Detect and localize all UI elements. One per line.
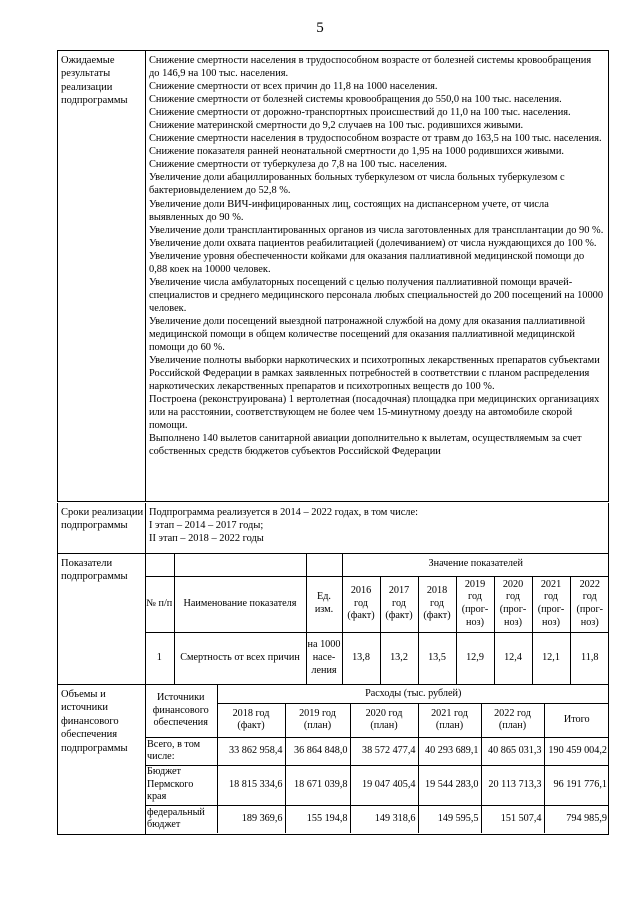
result-line: Снижение смертности от туберкулеза до 7,8 на 100 тыс. населения.	[149, 159, 448, 171]
source-name: Бюджет Пермского края	[145, 765, 217, 805]
amount: 33 862 958,4	[217, 737, 285, 765]
result-line: Увеличение доли посещений выездной патронажной службой на дому для оказания паллиативной медицинской помощи в общем количестве посещений для оказания паллиативной медицинской помощи до 60 %.	[149, 315, 586, 354]
result-line: Снижение смертности от всех причин до 11,8 на 1000 населения.	[149, 81, 438, 93]
amount-total: 794 985,9	[544, 805, 609, 833]
col-name-header: Наименование показателя	[174, 576, 306, 632]
amount: 155 194,8	[285, 805, 350, 833]
result-line: Снижение показателя ранней неонатальной смертности до 1,95 на 1000 родившихся живыми.	[149, 146, 565, 158]
amount: 151 507,4	[481, 805, 544, 833]
row-value: 13,5	[418, 632, 456, 684]
table-row	[145, 632, 609, 684]
row-num: 1	[145, 632, 174, 684]
year-header: 2018 год (факт)	[418, 576, 456, 632]
finance-table	[145, 685, 609, 833]
row-unit: на 1000 насе-ления	[306, 632, 342, 684]
expected-results-label: Ожидаемые результаты реализации подпрограммы	[58, 51, 146, 501]
table-row	[145, 805, 609, 833]
result-line: Выполнено 140 вылетов санитарной авиации дополнительно к вылетам, осуществляемым за счет собственных средств бюджетов субъектов Российской Федерации	[149, 433, 582, 458]
expected-results-content	[146, 51, 608, 501]
year-header: 2021 год (прог-ноз)	[532, 576, 570, 632]
amount: 149 318,6	[350, 805, 418, 833]
year-header: 2017 год (факт)	[380, 576, 418, 632]
row-name: Смертность от всех причин	[174, 632, 306, 684]
year-header: 2019 год (прог-ноз)	[456, 576, 494, 632]
result-line: Увеличение уровня обеспеченности койками для оказания паллиативной медицинской помощи до 0,88 коек на 10000 человек.	[149, 250, 585, 275]
source-name: федеральный бюджет	[145, 805, 217, 833]
year-header: 2018 год (факт)	[217, 703, 285, 737]
amount: 19 544 283,0	[418, 765, 481, 805]
year-header: 2020 год (прог-ноз)	[494, 576, 532, 632]
terms-line: II этап – 2018 – 2022 годы	[149, 533, 264, 545]
result-line: Снижение смертности от дорожно-транспортных происшествий до 11,0 на 100 тыс. населения.	[149, 107, 571, 119]
terms-line: I этап – 2014 – 2017 годы;	[149, 520, 264, 532]
source-header: Источники финансового обеспечения	[145, 685, 217, 737]
amount: 19 047 405,4	[350, 765, 418, 805]
expected-results-section	[57, 50, 609, 502]
amount: 18 815 334,6	[217, 765, 285, 805]
result-line: Снижение смертности населения в трудоспособном возрасте от болезней системы кровообращения до 146,9 на 100 тыс. населения.	[149, 55, 592, 80]
row-value: 12,9	[456, 632, 494, 684]
amount: 36 864 848,0	[285, 737, 350, 765]
amount: 38 572 477,4	[350, 737, 418, 765]
result-line: Увеличение доли абациллированных больных туберкулезом от числа больных туберкулезом с бактериовыделением до 52,8 %.	[149, 172, 565, 197]
row-value: 11,8	[570, 632, 609, 684]
terms-line: Подпрограмма реализуется в 2014 – 2022 годах, в том числе:	[149, 507, 418, 518]
terms-section	[57, 503, 609, 554]
row-value: 12,1	[532, 632, 570, 684]
terms-label: Сроки реализации подпрограммы	[58, 503, 146, 553]
amount: 40 865 031,3	[481, 737, 544, 765]
col-unit-header: Ед. изм.	[306, 576, 342, 632]
table-row	[145, 765, 609, 805]
row-value: 12,4	[494, 632, 532, 684]
table-row	[145, 737, 609, 765]
result-line: Снижение материнской смертности до 9,2 случаев на 100 тыс. родившихся живыми.	[149, 120, 524, 132]
result-line: Снижение смертности от болезней системы кровообращения до 550,0 на 100 тыс. населения.	[149, 94, 562, 106]
source-name: Всего, в том числе:	[145, 737, 217, 765]
amount: 18 671 039,8	[285, 765, 350, 805]
indicators-label: Показатели подпрограммы	[58, 554, 146, 684]
year-header: 2021 год (план)	[418, 703, 481, 737]
result-line: Увеличение числа амбулаторных посещений с целью получения паллиативной помощи врачей-специалистов и среднего медицинского персонала любых специальностей до 200 посещений на 10000 человек.	[149, 276, 604, 314]
year-header: 2020 год (план)	[350, 703, 418, 737]
amount: 40 293 689,1	[418, 737, 481, 765]
indicators-table	[145, 554, 609, 684]
result-line: Снижение смертности населения в трудоспособном возрасте от травм до 163,5 на 100 тыс. населения.	[149, 133, 602, 145]
year-header: 2019 год (план)	[285, 703, 350, 737]
year-header: 2016 год (факт)	[342, 576, 380, 632]
result-line: Увеличение доли трансплантированных органов из числа заготовленных для трансплантации до 90 %.	[149, 224, 604, 236]
row-value: 13,2	[380, 632, 418, 684]
amount: 20 113 713,3	[481, 765, 544, 805]
expenses-header: Расходы (тыс. рублей)	[217, 685, 609, 703]
col-num-header: № п/п	[145, 576, 174, 632]
result-line: Построена (реконструирована) 1 вертолетная (посадочная) площадка при медицинских организациях или на расстоянии, соответствующем не более чем 15-минутному доезду на автомобиле скорой помощи.	[149, 394, 600, 432]
result-line: Увеличение доли ВИЧ-инфицированных лиц, состоящих на диспансерном учете, от числа выявленных до 90 %.	[149, 198, 549, 223]
amount: 189 369,6	[217, 805, 285, 833]
row-value: 13,8	[342, 632, 380, 684]
year-header: 2022 год (прог-ноз)	[570, 576, 609, 632]
terms-content	[146, 503, 608, 553]
result-line: Увеличение доли охвата пациентов реабилитацией (долечиванием) от числа нуждающихся до 100 %.	[149, 237, 597, 249]
result-line: Увеличение полноты выборки наркотических и психотропных лекарственных препаратов субъектами Российской Федерации в рамках заявленных потребностей в соответствии с планом распределения наркотических лекарственных препаратов и психотропных веществ до 100 %.	[149, 355, 600, 393]
total-header: Итого	[544, 703, 609, 737]
indicator-values-header: Значение показателей	[342, 554, 609, 576]
amount: 149 595,5	[418, 805, 481, 833]
year-header: 2022 год (план)	[481, 703, 544, 737]
amount-total: 190 459 004,2	[544, 737, 609, 765]
amount-total: 96 191 776,1	[544, 765, 609, 805]
finance-label: Объемы и источники финансового обеспечения подпрограммы	[58, 685, 146, 834]
page-number: 5	[316, 20, 324, 36]
